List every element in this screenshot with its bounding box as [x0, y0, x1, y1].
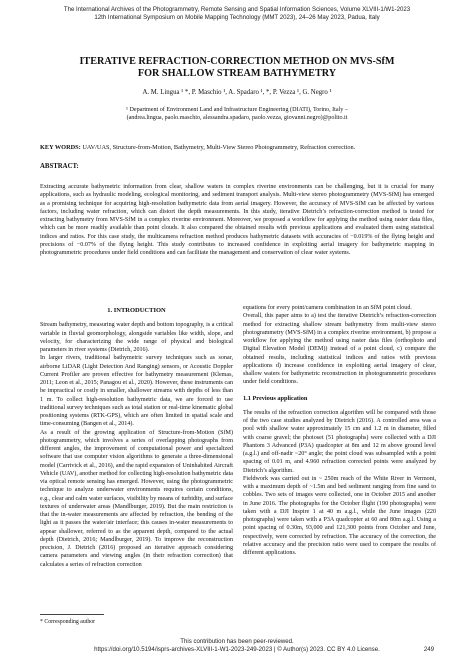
left-column	[40, 307, 233, 569]
page-number: 249	[423, 646, 434, 653]
intro-paragraph-2: In larger rivers, traditional bathymetric survey techniques such as sonar, airborne LiDAR (Light Detection And Ranging) sensors, or Acoustic Doppler Current Profiler are proven effective for bathymetry measurement (Klemas, 2011; Leon et al., 2015; Panagou et al., 2020). However, these instruments can be impractical or costly in smaller, shallower streams with depths of less than 1 m. To collect high-resolution bathymetric data, we are forced to use traditional survey techniques such as total station or real-time kinematic global positioning systems (RTK-GPS), which are often limited in spatial scale and time-consuming (Bangen et al., 2014).	[40, 355, 233, 428]
keywords-text: UAV/UAS, Structure-from-Motion, Bathymetry, Multi-View Stereo Photogrammetry, Refraction correction.	[80, 144, 356, 151]
subsection-heading-previous-application: 1.1 Previous application	[243, 394, 308, 402]
intro-paragraph-1: Stream bathymetry, measuring water depth and bottom topography, is a critical variable in fluvial geomorphology, alongside variables like width, slope, and velocity, for characterizing the wide range of physical and biological parameters in river systems (Dietrich, 2016).	[40, 322, 233, 353]
affiliation	[40, 106, 434, 122]
intro-paragraph-4: Overall, this paper aims to a) test the iterative Dietrich’s refraction-correction method for extracting shallow stream bathymetry from multi-view stereo photogrammetry (MVS-SfM) in a complex riverine environment, b) propose a workflow for applying the method using raster data files (orthophoto and Digital Elevation Model (DEM)) instead of a point cloud, c) compare the obtained results, including statistical indices and ratios with previous applications d) increase confidence in exploiting aerial imagery of clear, shallow waters for bathymetric reconstruction in photogrammetric procedures under field conditions.	[243, 313, 436, 386]
page-footer	[40, 638, 434, 654]
doi-link[interactable]: https://doi.org/10.5194/isprs-archives-XLVIII-1-W1-2023-249-2023 | © Author(s) 2023. CC BY 4.0 License.	[94, 646, 380, 653]
abstract-heading: ABSTRACT:	[40, 163, 79, 170]
keywords-label: KEY WORDS:	[40, 144, 81, 151]
paper-title	[20, 56, 454, 80]
header-line-1: The International Archives of the Photogrammetry, Remote Sensing and Spatial Information Sciences, Volume XLVIII-1/W1-2023	[63, 6, 411, 13]
intro-paragraph-3-continued: equations for every point/camera combination in an SfM point cloud.	[243, 305, 412, 311]
peer-review-note: This contribution has been peer-reviewed.	[180, 638, 294, 645]
title-line-1: ITERATIVE REFRACTION-CORRECTION METHOD ON MVS-SfM	[79, 56, 395, 67]
running-header	[18, 6, 456, 22]
header-line-2: 12th International Symposium on Mobile Mapping Technology (MMT 2023), 24–26 May 2023, Padua, Italy	[94, 14, 380, 21]
footnote-rule	[40, 614, 104, 615]
right-column	[243, 304, 436, 557]
keywords	[40, 144, 434, 152]
abstract-text: Extracting accurate bathymetric information from clear, shallow waters in complex riverine environments can be challenging, but it is crucial for many applications, such as hydraulic modeling, ecological monitoring, and sediment transport analysis. Multi-view stereo photogrammetry (MVS-SfM) has emerged as a promising technique for acquiring high-resolution bathymetric data from aerial imagery. However, the accuracy of MVS-SfM can be affected by various factors, including water refraction, which can distort the depth measurements. In this study, iterative Dietrich’s refraction-correction method is tested for extracting bathymetry from MVS-SfM in a complex riverine environment. Moreover, we proposed a workflow for applying the method using raster data files, which can be more readily available than point clouds. It also compared the obtained results with previous applications and evaluated them using statistical indices and ratios. For this case study, the multicamera refraction method produces bathymetric datasets with accuracies of −0.019% of the flying height and precisions of −0.07% of the flying height. This study contributes to increased confidence in exploiting aerial imagery for bathymetric mapping in photogrammetric procedures under field conditions and can facilitate the management and conservation of clear water systems.	[40, 184, 434, 256]
affiliation-emails: (andrea.lingua, paolo.maschio, alessandra.spadaro, paolo.vezza, giovanni.negro)@polito.it	[126, 115, 348, 121]
title-line-2: FOR SHALLOW STREAM BATHYMETRY	[137, 68, 337, 79]
previous-paragraph-2: Fieldwork was carried out in ~ 250m reach of the White River in Vermont, with a maximum depth of ~1.5m and bed sediment ranging from fine sand to cobbles. Two sets of images were collected, one in October 2015 and another in June 2016. The photographs for the October flight (190 photographs) were taken with a DJI Inspire 1 at 40 m a.g.l., while the June images (220 photographs) were taken with a P3A quadcopter at 60 and 80m a.g.l. Using a point spacing of 0.30m, 93,000 and 121,300 points from October and June, respectively, were corrected by refraction. The accuracy of the correction, the relative accuracy and the precision ratio were used to compare the results of different applications.	[243, 475, 436, 556]
intro-paragraph-3: As a result of the growing application of Structure-from-Motion (SfM) photogrammetry, which involves a series of overlapping photographs from different angles, the improvement of computational power and specialized software that use computer vision algorithms to generate a three-dimensional model (Carrivick et al., 2016), and the rapid expansion of Uninhabited Aircraft Vehicle (UAV), another method for collecting high-resolution bathymetric data via optical remote sensing has emerged. However, using the photogrammetric technique to analyze underwater environments requires certain conditions, e.g., clear and calm water surfaces, visibility by means of turbidity, and surface textures of underwater areas (Mandlburger, 2019). But the main restriction is that the in-water measurements are affected by refraction, the bending of the light as it passes the water/air interface; this causes in-water measurements to appear shallower, referred to as the apparent depth, compared to the actual depth (Dietrich, 2016; Mandlburger, 2019). To improve the reconstruction precision, J. Dietrich (2016) proposed an iterative approach considering camera parameters and viewing angles (in their refraction correction) that calculates a series of refraction correction	[40, 429, 234, 568]
section-heading-introduction: 1. INTRODUCTION	[107, 307, 166, 314]
affiliation-line-1: ¹ Department of Environment Land and Infrastructure Engineering (DIATI), Torino, Italy –	[126, 107, 348, 113]
footnote: * Corresponding author	[40, 619, 96, 625]
previous-paragraph-1: The results of the refraction correction algorithm will be compared with those of the two case studies analyzed by Dietrich (2016). A controlled area was a pool with shallow water approximately 15 cm and 1.2 m in diameter, filled with coarse gravel; the photoset (51 photographs) were collected with a DJI Phantom 3 Advanced (P3A) quadcopter at 8m and 12 m above ground level (a.g.l.) and off-nadir ~20° angle; the point cloud was subsampled with a point spacing of 0.01 m, and 4.960 refraction corrected points were analyzed by Dietrich’s algorithm.	[243, 409, 436, 474]
author-list: A. M. Lingua ¹ *, P. Maschio ¹, A. Spadaro ¹, *, P. Vezza ¹, G. Negro ¹	[142, 89, 332, 96]
